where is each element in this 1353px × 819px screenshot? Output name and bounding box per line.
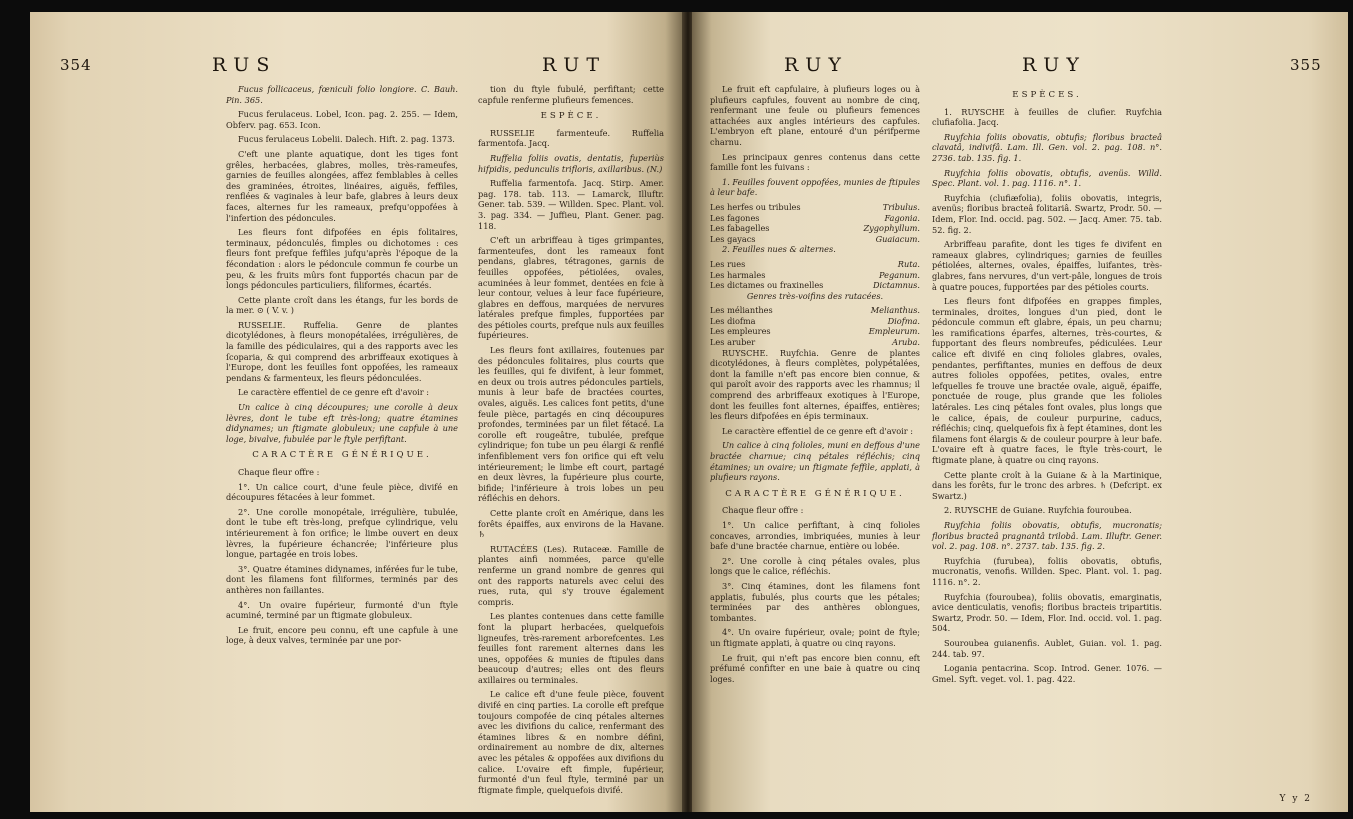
paragraph: Cette plante croît en Amérique, dans les forêts épaiffes, aux environs de la Havane. ♄ <box>478 507 664 540</box>
paragraph: 2. RUYSCHE de Guiane. Ruyfchia fouroubea. <box>944 505 1132 516</box>
section-heading: CARACTÈRE GÉNÉRIQUE. <box>252 450 432 461</box>
paragraph: RUYSCHE. Ruyfchia. Genre de plantes dicotylédones, à fleurs complètes, polypétalées, dont la famille n'eft pas encore bien connue, & qui paroît avoir des rapports avec les rhamnus; il comprend des arbriffeaux exotiques à l'Europe, dont les feuilles font alternes, épaiffes, entières; les fleurs difpofées en épis terminaux. <box>710 347 920 422</box>
paragraph: Ruyfchia (fouroubea), foliis obovatis, emarginatis, avice denticulatis, venofis; floribus bracteis tripartitis. Swartz, Prodr. 50. — Idem, Flor. Ind. occid. vol. 1. pag. 504. <box>932 591 1162 634</box>
right-column-2 <box>932 84 1162 688</box>
common-name: Les mélianthes <box>710 305 773 316</box>
paragraph: Les fleurs font difpofées en épis folitaires, terminaux, pédonculés, fimples ou dichotomes : ces fleurs font prefque feffiles jufqu'après l'époque de la fécondation : alors le pédoncule commun fe courbe un peu, & les fruits mûrs font fupportés chacun par de longs pédoncules particuliers, filiformes, écartés. <box>226 227 458 291</box>
common-name: Les herfes ou tribules <box>710 201 801 212</box>
paragraph: Le fruit eft capfulaire, à plufieurs loges ou à plufieurs capfules, fouvent au nombre de cinq, renfermant une feule ou plufieurs femences attachées aux angles intérieurs des capfules. L'embryon eft plane, entouré d'un périfperme charnu. <box>710 84 920 147</box>
left-column-2 <box>478 84 664 799</box>
left-running-header-1: RUS <box>212 54 277 76</box>
index-row <box>710 213 920 224</box>
genus-name: Aruba. <box>892 337 920 348</box>
common-name: Les aruber <box>710 337 756 348</box>
paragraph: Le calice eft d'une feule pièce, fouvent divifé en cinq parties. La corolle eft prefque toujours compofée de cinq pétales alternes avec les divifions du calice, renfermant des étamines libres & en nombre défini, ordinairement au nombre de dix, alternes avec les pétales & oppofées aux divifions du calice. L'ovaire eft fimple, fupérieur, furmonté d'un feul ftyle, terminé par un ftigmate fimple, quelquefois divifé. <box>478 689 664 795</box>
paragraph: Ruyfchia (furubea), foliis obovatis, obtufis, mucronatis, venofis. Willden. Spec. Plant. vol. 1. pag. 1116. n°. 2. <box>932 555 1162 587</box>
index-row <box>710 270 920 281</box>
genus-name: Zygophyllum. <box>863 223 920 234</box>
paragraph: RUSSELIE. Ruffelia. Genre de plantes dicotylédones, à fleurs monopétalées, irrégulières, de la famille des pédiculaires, qui a des rapports avec les ſcoparia, & qui comprend des arbriffeaux exotiques à l'Europe, dont les feuilles font oppofées, les rameaux pendans & farmenteux, les fleurs pédonculées. <box>226 319 458 383</box>
paragraph: Ruyfchia foliis obovatis, obtufis; floribus bracteâ clavatâ, indivifâ. Lam. Ill. Gen. vol. 2. pag. 108. n°. 2736. tab. 135. fig. 1. <box>932 131 1162 163</box>
paragraph: Ruffelia farmentofa. Jacq. Stirp. Amer. pag. 178. tab. 113. — Lamarck, Illuftr. Gener. tab. 539. — Willden. Spec. Plant. vol. 3. pag. 334. — Juffieu, Plant. Gener. pag. 118. <box>478 178 664 231</box>
genus-name: Peganum. <box>878 269 920 280</box>
paragraph: Chaque fleur offre : <box>722 505 804 516</box>
signature-mark: Y y 2 <box>1279 794 1312 804</box>
genus-name: Tribulus. <box>882 201 920 212</box>
paragraph: 1°. Un calice court, d'une feule pièce, divifé en découpures fétacées à leur fommet. <box>226 481 458 503</box>
paragraph: Fucus ferulaceus. Lobel, Icon. pag. 2. 255. — Idem, Obferv. pag. 653. Icon. <box>226 109 458 130</box>
paragraph: 2°. Une corolle à cinq pétales ovales, plus longs que le calice, réfléchis. <box>710 555 920 577</box>
paragraph: Le fruit, qui n'eft pas encore bien connu, eft préfumé confifter en une baie à quatre ou cinq loges. <box>710 652 920 684</box>
common-name: Les fabagelles <box>710 223 770 234</box>
paragraph: 1. RUYSCHE à feuilles de clufier. Ruyfchia clufiafolia. Jacq. <box>932 106 1162 128</box>
right-column-1 <box>710 84 920 688</box>
common-name: Les dictames ou fraxinelles <box>710 280 824 291</box>
open-book <box>30 12 1348 812</box>
common-name: Les harmales <box>710 269 766 280</box>
paragraph: RUSSELIE farmenteufe. Ruffelia farmentofa. Jacq. <box>478 127 664 149</box>
index-row <box>710 259 920 270</box>
paragraph: Ruyfchia foliis obovatis, obtufis, avenüs. Willd. Spec. Plant. vol. 1. pag. 1116. n°. 1. <box>932 167 1162 189</box>
left-column-1 <box>226 84 458 650</box>
paragraph: Genres très-voifins des rutacées. <box>746 290 884 301</box>
index-row <box>710 280 920 291</box>
common-name: Les diofma <box>710 315 756 326</box>
common-name: Les empleures <box>710 326 771 337</box>
index-row <box>710 326 920 337</box>
common-name: Les rues <box>710 258 746 269</box>
index-row <box>710 316 920 327</box>
paragraph: Souroubea guianenfis. Aublet, Guian. vol. 1. pag. 244. tab. 97. <box>932 637 1162 659</box>
paragraph: Logania pentacrina. Scop. Introd. Gener. 1076. — Gmel. Syft. veget. vol. 1. pag. 422. <box>932 663 1162 684</box>
paragraph: 1. Feuilles fouvent oppofées, munies de ftipules à leur bafe. <box>710 176 920 198</box>
paragraph: 4°. Un ovaire fupérieur, ovale; point de ftyle; un ftigmate applati, à quatre ou cinq rayons. <box>710 627 920 648</box>
left-page-number: 354 <box>60 56 92 74</box>
paragraph: Le caractère effentiel de ce genre eft d'avoir : <box>722 425 914 436</box>
genus-name: Empleurum. <box>868 326 920 337</box>
right-running-header-1: RUY <box>784 54 848 76</box>
paragraph: C'eft une plante aquatique, dont les tiges font grêles, herbacées, glabres, molles, très-rameufes, garnies de feuilles alongées, affez femblables à celles des graminées, étroites, linéaires, aiguës, feffiles, renflées & vaginales à leur bafe, glabres à leurs deux faces, alternes fur les rameaux, prefqu'oppofées à l'infertion des pédoncules. <box>226 148 458 223</box>
paragraph: Le fruit, encore peu connu, eft une capfule à une loge, à deux valves, terminée par une por- <box>226 624 458 646</box>
paragraph: Cette plante croît à la Guiane & à la Martinique, dans les forêts, fur le tronc des arbres. ♄ (Defcript. ex Swartz.) <box>932 469 1162 501</box>
paragraph: Chaque fleur offre : <box>238 467 320 477</box>
index-row <box>710 305 920 316</box>
section-heading: CARACTÈRE GÉNÉRIQUE. <box>725 488 905 499</box>
genus-name: Melianthus. <box>870 305 920 316</box>
paragraph: Le caractère effentiel de ce genre eft d'avoir : <box>238 387 430 398</box>
paragraph: 2. Feuilles nues & alternes. <box>722 244 836 255</box>
genus-name: Fagonia. <box>884 212 920 223</box>
index-row <box>710 337 920 348</box>
paragraph: Les plantes contenues dans cette famille font la plupart herbacées, quelquefois ligneufes, très-rarement arborefcentes. Les feuilles font rarement alternes dans les unes, oppofées & munies de ftipules dans beaucoup d'autres; elles ont des fleurs axillaires ou terminales. <box>478 611 664 685</box>
section-heading: ESPÈCE. <box>540 111 602 122</box>
paragraph: 1°. Un calice perfiftant, à cinq folioles concaves, arrondies, imbriquées, munies à leur bafe d'une bractée charnue, entière ou lobée. <box>710 519 920 552</box>
index-row <box>710 234 920 245</box>
paragraph: Fucus ferulaceus Lobelii. Dalech. Hift. 2. pag. 1373. <box>238 134 455 145</box>
left-page <box>30 12 685 812</box>
paragraph: tion du ftyle fubulé, perfiftant; cette capfule renferme plufieurs femences. <box>478 84 664 105</box>
genus-name: Diofma. <box>887 315 920 326</box>
genus-name: Guaiacum. <box>875 233 920 244</box>
index-row <box>710 202 920 213</box>
index-row <box>710 223 920 234</box>
genus-name: Ruta. <box>897 258 920 269</box>
paragraph: Les fleurs font difpofées en grappes fimples, terminales, droites, longues d'un pied, dont le pédoncule commun eft glabre, épais, un peu charnu; les ramifications éparfes, alternes, très-courtes, & fupportant des fleurs nombreufes, pédiculées. Leur calice eft divifé en cinq folioles glabres, ovales, pendantes, perfiftantes, munies en deffous de deux autres folioles oppofées, petites, ovales, entre lefquelles fe trouve une bractée ovale, aiguë, épaiffe, ponctuée de rouge, plus grande que les folioles latérales. Les cinq pétales font ovales, plus longs que le calice, épais, de couleur purpurine, caducs, réfléchis; cinq, quelquefois fix à fept étamines, dont les filamens font élargis & de couleur pourpre à leur bafe. L'ovaire eft à quatre faces, le ftyle très-court, le ftigmate plane, à quatre ou cinq rayons. <box>932 296 1162 465</box>
paragraph: Un calice à cinq folioles, muni en deffous d'une bractée charnue; cinq pétales réfléchis; cinq étamines; un ovaire; un ftigmate feffile, applati, à plufieurs rayons. <box>710 440 920 483</box>
paragraph: 2°. Une corolle monopétale, irrégulière, tubulée, dont le tube eft très-long, prefque cylindrique, velu intérieurement à fon orifice; le limbe ouvert en deux lèvres, la fupérieure échancrée; l'inférieure plus longue, partagée en trois lobes. <box>226 506 458 560</box>
paragraph: 3°. Cinq étamines, dont les filamens font applatis, fubulés, plus courts que les pétales; terminées par des anthères oblongues, tombantes. <box>710 580 920 623</box>
paragraph: Les fleurs font axillaires, foutenues par des pédoncules folitaires, plus courts que les feuilles, qui fe divifent, à leur fommet, en deux ou trois autres pédoncules partiels, munis à leur bafe de bractées courtes, ovales, aiguës. Les calices font petits, d'une feule pièce, partagés en cinq découpures profondes, terminées par un filet fétacé. La corolle eft rougeâtre, tubulée, prefque cylindrique; fon tube un peu élargi & renflé infenfiblement vers fon orifice qui eft velu intérieurement; le limbe eft court, partagé en deux lèvres, la fupérieure plus courte, bifide; l'inférieure à trois lobes un peu réfléchis en dehors. <box>478 345 664 504</box>
paragraph: Arbriffeau parafite, dont les tiges fe divifent en rameaux glabres, cylindriques; garnies de feuilles pétiolées, alternes, ovales, épaiffes, luifantes, très-glabres, fans nervures, d'un vert-pâle, longues de trois à quatre pouces, fupportées par des pétioles courts. <box>932 239 1162 292</box>
paragraph: Ruffelia foliis ovatis, dentatis, fuperiùs hifpidis, pedunculis trifloris, axillaribus. (N.) <box>478 152 664 174</box>
paragraph: Les principaux genres contenus dans cette famille font les fuivans : <box>710 151 920 173</box>
paragraph: Ruyfchia (clufiæfolia), foliis obovatis, integris, avenüs; floribus bracteâ folitariâ. Swartz, Prodr. 50. — Idem, Flor. Ind. occid. pag. 502. — Jacq. Amer. 75. tab. 52. fig. 2. <box>932 192 1162 235</box>
common-name: Les gayacs <box>710 233 756 244</box>
paragraph: Fucus follicaceus, fœniculi folio longiore. C. Bauh. Pin. 365. <box>226 84 458 105</box>
paragraph: 3°. Quatre étamines didynames, inférées fur le tube, dont les filamens font filiformes, terminés par des anthères non faillantes. <box>226 563 458 595</box>
paragraph: Ruyfchia foliis obovatis, obtufis, mucronatis; floribus bracteâ pragnantâ trilobâ. Lam. Illuftr. Gener. vol. 2. pag. 108. n°. 2737. tab. 135. fig. 2. <box>932 519 1162 552</box>
paragraph: C'eft un arbriffeau à tiges grimpantes, farmenteufes, dont les rameaux font pendans, glabres, tétragones, garnis de feuilles oppofées, pétiolées, ovales, acuminées à leur fommet, dentées en fcie à leur contour, velues à leur face fupérieure, glabres en deffous, marquées de nervures latérales prefque fimples, fupportées par des pétioles courts, prefque nuls aux feuilles fupérieures. <box>478 235 664 341</box>
left-running-header-2: RUT <box>542 54 606 76</box>
right-page <box>692 12 1348 812</box>
paragraph: Un calice à cinq découpures; une corolle à deux lèvres, dont le tube eft très-long; quatre étamines didynames; un ftigmate globuleux; une capfule à une loge, bivalve, fubulée par le ftyle perfiftant. <box>226 402 458 444</box>
paragraph: RUTACÉES (Les). Rutaceæ. Famille de plantes ainfi nommées, parce qu'elle renferme un grand nombre de genres qui ont des rapports naturels avec celui des rues, ruta, qui s'y trouve également compris. <box>478 543 664 607</box>
right-page-number: 355 <box>1290 56 1322 74</box>
right-running-header-2: RUY <box>1022 54 1086 76</box>
genus-name: Dictamnus. <box>872 280 920 291</box>
paragraph: 4°. Un ovaire fupérieur, furmonté d'un ftyle acuminé, terminé par un ftigmate globuleux. <box>226 599 458 621</box>
paragraph: Cette plante croît dans les étangs, fur les bords de la mer. ⊙ ( V. v. ) <box>226 294 458 316</box>
common-name: Les fagones <box>710 212 760 223</box>
section-heading: ESPÈCES. <box>1012 90 1082 100</box>
